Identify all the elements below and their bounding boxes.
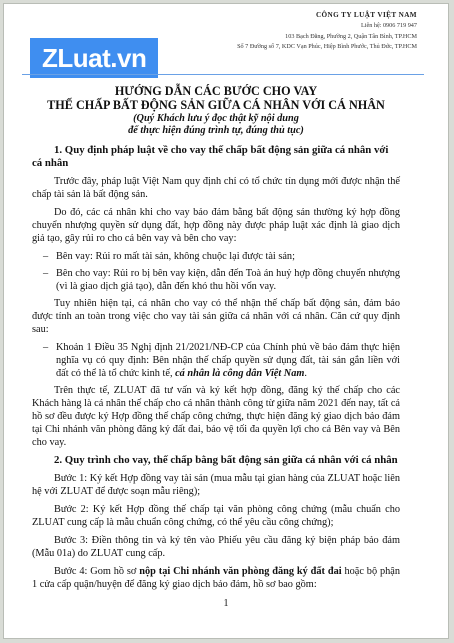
paragraph-2: Do đó, các cá nhân khi cho vay bảo đảm bằng bất động sản thường ký hợp đồng chuyển nhượng quyền sử dụng đất, hợp đồng này được pháp luật xác định là giao dịch giả tạo, gây rủi ro cho cả bên vay và bên cho vay: — [32, 207, 400, 244]
step-4-start: Bước 4: Gom hồ sơ — [54, 566, 140, 577]
bullet-legal-basis — [32, 341, 400, 380]
header-divider — [22, 74, 424, 75]
document-title-2: THẾ CHẤP BẤT ĐỘNG SẢN GIỮA CÁ NHÂN VỚI CÁ NHÂN — [47, 98, 385, 112]
document-page — [3, 3, 449, 639]
step-1: Bước 1: Ký kết Hợp đồng vay tài sản (mua mẫu tại gian hàng của ZLUAT hoặc liên hệ với ZLUAT để được soạn mẫu riêng); — [32, 473, 400, 497]
dash-bullet-icon: – — [43, 251, 49, 262]
letterhead — [4, 4, 448, 82]
section-1-heading: 1. Quy định pháp luật về cho vay thế chấp bất động sản giữa cá nhân với cá nhân — [32, 144, 389, 169]
dash-bullet-icon: – — [43, 268, 49, 279]
company-name: CÔNG TY LUẬT VIỆT NAM — [315, 11, 417, 19]
company-address-2: Số 7 Đường số 7, KDC Vạn Phúc, Hiệp Bình Phước, Thủ Đức, TP.HCM — [237, 43, 417, 50]
bullet-text: Bên vay: Rủi ro mất tài sản, không chuộc lại được tài sản; — [56, 251, 295, 262]
bullet-text: Bên cho vay: Rủi ro bị bên vay kiện, dẫn đến Toà án huỷ hợp đồng chuyển nhượng (vì là giao dịch giả tạo), dẫn đến khó thu hồi vốn vay. — [56, 268, 400, 292]
document-subtitle-1: (Quý Khách lưu ý đọc thật kỹ nội dung — [133, 113, 299, 124]
bullet-text: Khoản 1 Điều 35 Nghị định 21/2021/NĐ-CP của Chính phủ về bảo đảm thực hiện nghĩa vụ có quy định: Bên nhận thế chấp quyền sử dụng đất, tài sản gắn liền với đất có thể là tổ chức kinh tế, — [56, 342, 400, 379]
document-body — [32, 84, 400, 596]
document-subtitle-2: để thực hiện đúng trình tự, đúng thủ tục) — [128, 124, 304, 136]
bullet-borrower-risk — [32, 250, 400, 263]
paragraph-4: Trên thực tế, ZLUAT đã tư vấn và ký kết hợp đồng, đăng ký thế chấp cho các Khách hàng là cá nhân thế chấp cho cá nhân thành công từ giữa năm 2021 đến nay, tất cả hồ sơ đều được ký Hợp đồng thế chấp công chứng, thực hiện đăng ký giao dịch bảo đảm tại Chi nhánh văn phòng đăng ký đất đai, bảo vệ tối đa quyền lợi cho cả Bên vay và Bên cho vay. — [32, 385, 400, 448]
bullet-emphasis: cá nhân là công dân Việt Nam — [175, 368, 305, 379]
step-4-bold: nộp tại Chi nhánh văn phòng đăng ký đất đai — [139, 566, 342, 577]
paragraph-3: Tuy nhiên hiện tại, cá nhân cho vay có thể nhận thế chấp bất động sản, đảm bảo được tính an toàn trong việc cho vay tài sản giữa cá nhân với cá nhân. Căn cứ quy định sau: — [32, 298, 400, 335]
section-2-heading: 2. Quy trình cho vay, thế chấp bằng bất động sản giữa cá nhân với cá nhân — [54, 454, 398, 466]
dash-bullet-icon: – — [43, 342, 49, 353]
document-title-1: HƯỚNG DẪN CÁC BƯỚC CHO VAY — [114, 84, 318, 98]
step-3: Bước 3: Điền thông tin và ký tên vào Phiếu yêu cầu đăng ký biện pháp bảo đảm (Mẫu 01a) do ZLUAT cung cấp. — [32, 535, 400, 559]
step-2: Bước 2: Ký kết Hợp đồng thế chấp tại văn phòng công chứng (mẫu chuẩn cho ZLUAT cung cấp là mẫu chuẩn công chứng, có thể yêu cầu công chứng); — [32, 504, 400, 528]
company-info — [237, 9, 417, 53]
company-address-1: 103 Bạch Đằng, Phường 2, Quận Tân Bình, TP.HCM — [285, 32, 417, 40]
step-4 — [32, 565, 400, 591]
zluat-logo: ZLuat.vn — [30, 38, 158, 78]
company-contact: Liên hệ: 0906 719 947 — [360, 22, 417, 29]
bullet-end: . — [304, 368, 307, 379]
step-4-end: hoặc bộ phận 1 cửa cấp quận/huyện để đăng ký giao dịch bảo đảm, hồ sơ bao gồm: — [32, 566, 401, 590]
paragraph-1: Trước đây, pháp luật Việt Nam quy định chỉ có tổ chức tín dụng mới được nhận thế chấp tài sản là bất động sản. — [32, 176, 400, 200]
page-number: 1 — [223, 598, 229, 609]
bullet-lender-risk — [32, 267, 400, 293]
